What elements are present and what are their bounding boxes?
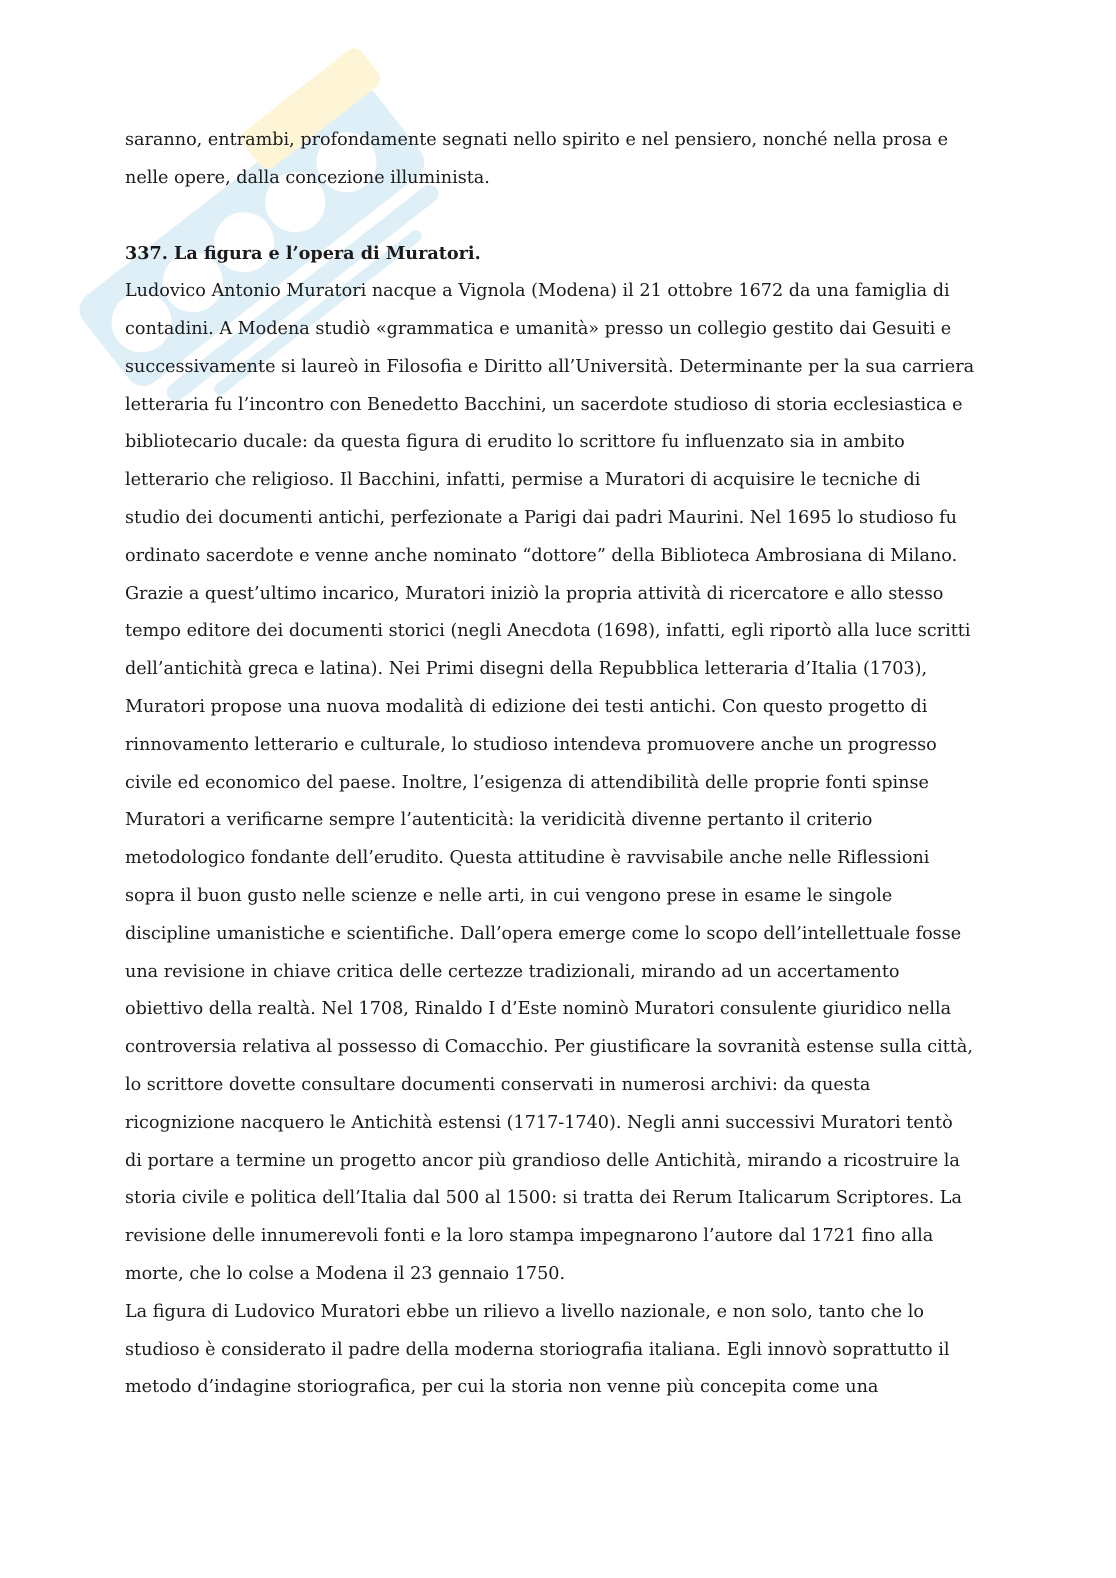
text-line: Grazie a quest’ultimo incarico, Muratori iniziò la propria attività di ricercatore e allo stesso <box>125 583 944 604</box>
text-line: studio dei documenti antichi, perfezionate a Parigi dai padri Maurini. Nel 1695 lo studioso fu <box>125 507 958 528</box>
text-line: letteraria fu l’incontro con Benedetto Bacchini, un sacerdote studioso di storia ecclesiastica e <box>125 394 963 415</box>
text-line: studioso è considerato il padre della moderna storiografia italiana. Egli innovò soprattutto il <box>125 1339 950 1360</box>
text-line: saranno, entrambi, profondamente segnati nello spirito e nel pensiero, nonché nella prosa e <box>125 130 949 150</box>
text-line: morte, che lo colse a Modena il 23 gennaio 1750. <box>125 1263 566 1284</box>
text-line: civile ed economico del paese. Inoltre, l’esigenza di attendibilità delle proprie fonti spinse <box>125 772 929 793</box>
text-line: di portare a termine un progetto ancor più grandioso delle Antichità, mirando a ricostruire la <box>125 1150 960 1171</box>
text-line: obiettivo della realtà. Nel 1708, Rinaldo I d’Este nominò Muratori consulente giuridico nella <box>125 999 952 1020</box>
text-line: sopra il buon gusto nelle scienze e nelle arti, in cui vengono prese in esame le singole <box>125 885 893 906</box>
text-line: ordinato sacerdote e venne anche nominato “dottore” della Biblioteca Ambrosiana di Milano. <box>125 545 958 566</box>
text-line: La figura di Ludovico Muratori ebbe un rilievo a livello nazionale, e non solo, tanto che lo <box>125 1301 925 1322</box>
text-line: dell’antichità greca e latina). Nei Primi disegni della Repubblica letteraria d’Italia (1703), <box>125 659 928 680</box>
text-line: bibliotecario ducale: da questa figura di erudito lo scrittore fu influenzato sia in ambito <box>125 432 905 453</box>
text-line: Muratori a verificarne sempre l’autenticità: la veridicità divenne pertanto il criterio <box>125 810 873 831</box>
text-line: nelle opere, dalla concezione illuminista. <box>125 167 490 188</box>
paragraph-spacer <box>125 198 995 236</box>
text-line: contadini. A Modena studiò «grammatica e umanità» presso un collegio gestito dai Gesuiti e <box>125 318 952 339</box>
text-line: Ludovico Antonio Muratori nacque a Vignola (Modena) il 21 ottobre 1672 da una famiglia di <box>125 281 950 302</box>
section-heading: 337. La figura e l’opera di Muratori. <box>125 243 481 265</box>
text-line: ricognizione nacquero le Antichità estensi (1717-1740). Negli anni successivi Muratori tentò <box>125 1112 953 1133</box>
text-line: revisione delle innumerevoli fonti e la loro stampa impegnarono l’autore dal 1721 fino alla <box>125 1226 934 1247</box>
text-line: Muratori propose una nuova modalità di edizione dei testi antichi. Con questo progetto di <box>125 696 928 717</box>
text-line: storia civile e politica dell’Italia dal 500 al 1500: si tratta dei Rerum Italicarum Scriptores. La <box>125 1188 962 1209</box>
text-line: discipline umanistiche e scientifiche. Dall’opera emerge come lo scopo dell’intellettuale fosse <box>125 923 962 944</box>
text-line: lo scrittore dovette consultare documenti conservati in numerosi archivi: da questa <box>125 1074 871 1095</box>
text-line: successivamente si laureò in Filosofia e Diritto all’Università. Determinante per la sua carriera <box>125 356 975 377</box>
text-line: tempo editore dei documenti storici (negli Anecdota (1698), infatti, egli riportò alla luce scritti <box>125 621 971 642</box>
text-line: rinnovamento letterario e culturale, lo studioso intendeva promuovere anche un progresso <box>125 734 937 755</box>
document-body <box>125 122 995 1407</box>
text-line: una revisione in chiave critica delle certezze tradizionali, mirando ad un accertamento <box>125 961 900 982</box>
intro-paragraph <box>125 122 995 198</box>
section-body <box>125 273 995 1407</box>
text-line: metodo d’indagine storiografica, per cui la storia non venne più concepita come una <box>125 1377 879 1398</box>
text-line: metodologico fondante dell’erudito. Questa attitudine è ravvisabile anche nelle Riflessioni <box>125 848 930 869</box>
text-line: letterario che religioso. Il Bacchini, infatti, permise a Muratori di acquisire le tecniche di <box>125 470 921 491</box>
text-line: controversia relativa al possesso di Comacchio. Per giustificare la sovranità estense sulla città, <box>125 1037 973 1058</box>
